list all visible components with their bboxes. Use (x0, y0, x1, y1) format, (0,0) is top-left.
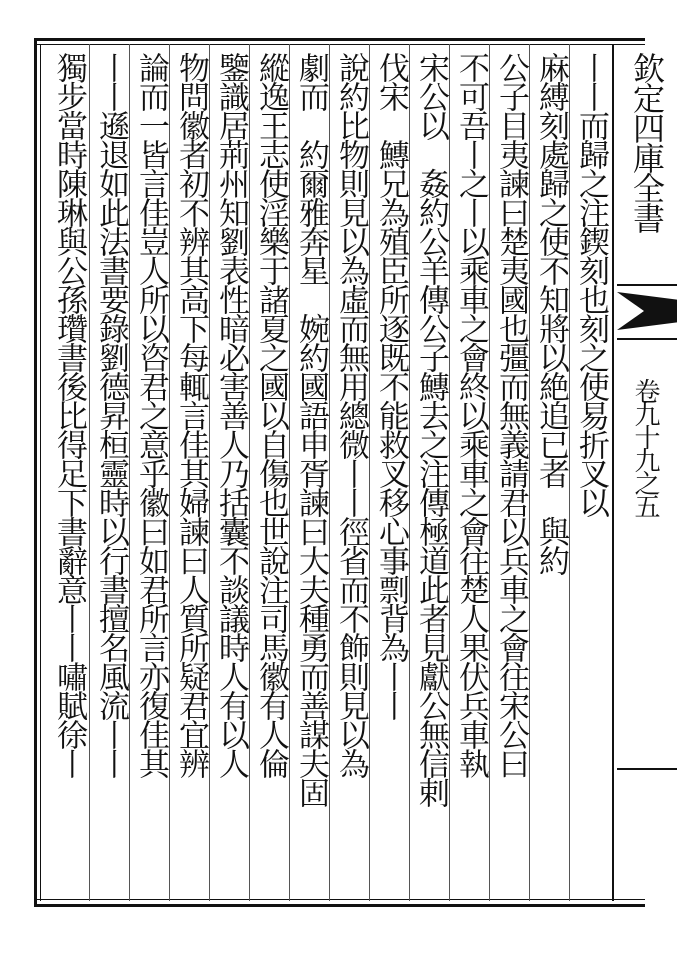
column-rule (89, 44, 90, 901)
text-column-13: 丨丨遜退如此法書要錄劉德昇桓靈時以行書擅名風流丨丨 (93, 52, 129, 777)
text-column-4: 不可吾丨之丨以乘車之會終以乘車之會往楚人果伏兵車執 (453, 52, 489, 777)
page-frame-left (34, 38, 37, 907)
text-column-5: 宋公以 姦約公羊傳公子鱄去之注傳極道此者見獻公無信剌 (413, 52, 449, 806)
text-column-3: 公子目夷諫曰楚夷國也彊而無義請君以兵車之會往宋公曰 (493, 52, 529, 777)
text-column-9: 縱逸王志使淫樂于諸夏之國以自傷也世說注司馬徽有人倫 (253, 52, 289, 777)
page-frame-left-inner (40, 44, 41, 901)
fish-tail-rule-top (617, 284, 677, 286)
text-column-8: 劇而 約爾雅奔星 婉約國語申胥諫曰大夫種勇而善謀夫固 (293, 52, 329, 806)
page-frame-bottom (34, 904, 645, 907)
fish-tail-rule-bottom (617, 338, 677, 340)
volume-label: 卷九十九之五 (630, 378, 660, 516)
text-column-7: 說約比物則見以為虛而無用總微丨丨徑省而不飾則見以為 (333, 52, 369, 777)
page-frame-top-inner (34, 44, 645, 45)
text-column-12: 論而一皆言佳豈人所以咨君之意乎徽曰如君所言亦復佳其 (133, 52, 169, 777)
book-title: 欽定四庫全書 (628, 52, 666, 232)
page-frame-top (34, 38, 645, 41)
margin-rule-lower (617, 768, 677, 770)
text-column-2: 麻縛刻處歸之使不知將以絶追已者 與約 (533, 52, 569, 574)
text-column-11: 物問徽者初不辨其高下每輒言佳其婦諫曰人質所疑君宜辨 (173, 52, 209, 777)
page-frame-bottom-inner (34, 899, 645, 900)
text-column-1: 丨丨而歸之注鍥刻也刻之使易折叉以 (573, 52, 609, 516)
text-column-10: 鑒識居荊州知劉表性暗必害善人乃括囊不談議時人有以人 (213, 52, 249, 777)
text-column-14: 獨步當時陳琳與公孫瓚書後比得足下書辭意丨丨嘯賦徐丨 (51, 52, 87, 777)
text-column-6: 伐宋 鱄兄為殖臣所逐既不能救叉移心事剽背為丨丨 (373, 52, 409, 719)
